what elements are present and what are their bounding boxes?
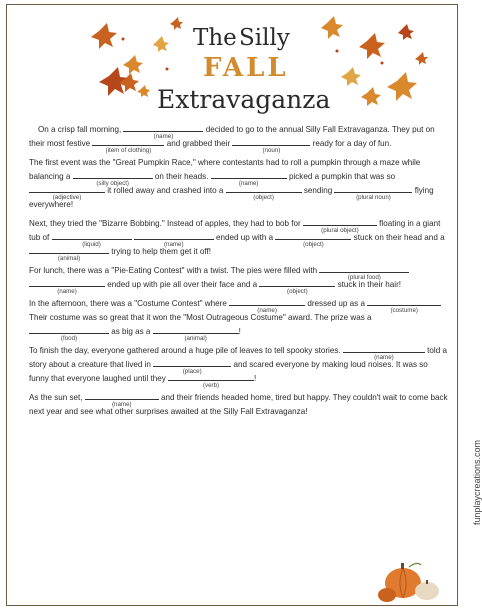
text: told a story about a creature that lived in [29, 346, 447, 369]
blank-field[interactable] [52, 231, 132, 248]
text: Next, they tried the "Bizarre Bobbing." Instead of apples, they had to bob for [29, 219, 301, 228]
blank-field[interactable] [343, 344, 425, 361]
blank-field[interactable] [367, 297, 441, 314]
blank-field[interactable] [73, 170, 153, 187]
blank-field[interactable] [153, 358, 231, 375]
blank-hint: (verb) [202, 382, 220, 389]
blank-hint: (plural food) [347, 274, 381, 281]
blank-field[interactable] [29, 325, 109, 342]
paragraph-5 [29, 297, 449, 342]
text: The first event was the "Great Pumpkin Race," where contestants had to roll a pumpkin through a maze while balancing a [29, 158, 421, 181]
text: stuck on their head and a [353, 233, 445, 242]
text: ready for a day of fun. [312, 139, 392, 148]
blank-hint: (plural noun) [356, 194, 391, 201]
blank-hint: (item of clothing) [105, 147, 152, 154]
blank-hint: (plural object) [321, 227, 359, 234]
text: On a crisp fall morning, [38, 125, 122, 134]
blank-field[interactable] [123, 123, 203, 140]
pumpkins-icon [375, 545, 455, 605]
title-silly: Silly [239, 25, 290, 51]
blank-field[interactable] [275, 231, 351, 248]
blank-hint: (costume) [390, 307, 418, 314]
text: dressed up as a [307, 299, 365, 308]
title-the: The [193, 25, 237, 51]
blank-hint: (name) [374, 354, 394, 361]
text: To finish the day, everyone gathered around a huge pile of leaves to tell spooky stories. [29, 346, 341, 355]
blank-field[interactable] [319, 264, 409, 281]
text: trying to help them get it off! [111, 247, 211, 256]
paragraph-6 [29, 344, 449, 389]
blank-field[interactable] [168, 372, 257, 389]
blank-hint: (name) [238, 180, 259, 187]
story-text [29, 123, 449, 424]
blank-hint: (name) [257, 307, 277, 314]
site-watermark: funplaycreations.com [472, 440, 482, 526]
blank-field[interactable] [29, 245, 109, 262]
blank-hint: (silly object) [96, 180, 129, 187]
blank-hint: (object) [287, 288, 308, 295]
blank-hint: (object) [303, 241, 324, 248]
text: Their costume was so great that it won the "Most Outrageous Costume" award. The prize was a [29, 313, 372, 322]
title-extravaganza: Extravaganza [157, 85, 331, 114]
blank-field[interactable] [334, 184, 412, 201]
blank-hint: (object) [253, 194, 274, 201]
text: and scared everyone by making loud noises. It was so funny that everyone laughed until they [29, 360, 428, 383]
blank-hint: (liquid) [82, 241, 101, 248]
text: As the sun set, [29, 393, 83, 402]
text: as big as a [111, 327, 151, 336]
blank-field[interactable] [29, 184, 105, 201]
blank-hint: (place) [182, 368, 202, 375]
leaf-icon [117, 69, 147, 99]
text: and grabbed their [166, 139, 231, 148]
text: ! [238, 327, 241, 336]
paragraph-4 [29, 264, 449, 295]
text: In the afternoon, there was a "Costume Contest" where [29, 299, 227, 308]
text: sending [303, 186, 333, 195]
text: floating in a giant tub of [29, 219, 441, 242]
blank-field[interactable] [226, 184, 302, 201]
paragraph-1 [29, 123, 449, 154]
text: it rolled away and crashed into a [107, 186, 224, 195]
blank-field[interactable] [29, 278, 105, 295]
blank-hint: (adjective) [52, 194, 82, 201]
text: flying everywhere! [29, 186, 434, 209]
blank-field[interactable] [303, 217, 377, 234]
worksheet [6, 4, 458, 606]
text: ended up with pie all over their face and a [107, 280, 258, 289]
blank-field[interactable] [134, 231, 214, 248]
text: ended up with a [216, 233, 274, 242]
text: picked a pumpkin that was so [288, 172, 396, 181]
paragraph-3 [29, 217, 449, 262]
blank-hint: (food) [60, 335, 78, 342]
title-fall: FALL [203, 53, 289, 83]
blank-field[interactable] [259, 278, 335, 295]
leaf-icon [359, 83, 389, 113]
text: and their friends headed home, tired but happy. They couldn't wait to come back next year and see what other surprises awaited at the Silly Fall Extravaganza! [29, 393, 448, 416]
blank-hint: (name) [111, 401, 132, 408]
text: on their heads. [154, 172, 209, 181]
text: For lunch, there was a "Pie-Eating Contest" with a twist. The pies were filled with [29, 266, 318, 275]
blank-field[interactable] [92, 137, 164, 154]
blank-field[interactable] [211, 170, 287, 187]
blank-field[interactable] [85, 391, 159, 408]
blank-hint: (animal) [184, 335, 207, 342]
paragraph-2 [29, 156, 449, 212]
text: decided to go to the annual Silly Fall Extravaganza. They put on their most festive [29, 125, 435, 148]
blank-hint: (noun) [262, 147, 281, 154]
blank-hint: (name) [153, 133, 174, 140]
paragraph-7 [29, 391, 449, 419]
blank-hint: (animal) [57, 255, 81, 262]
blank-hint: (name) [163, 241, 184, 248]
blank-field[interactable] [229, 297, 305, 314]
header [7, 5, 459, 115]
text: stuck in their hair! [337, 280, 402, 289]
blank-field[interactable] [153, 325, 239, 342]
blank-field[interactable] [232, 137, 310, 154]
text: ! [254, 374, 257, 383]
blank-hint: (name) [57, 288, 77, 295]
